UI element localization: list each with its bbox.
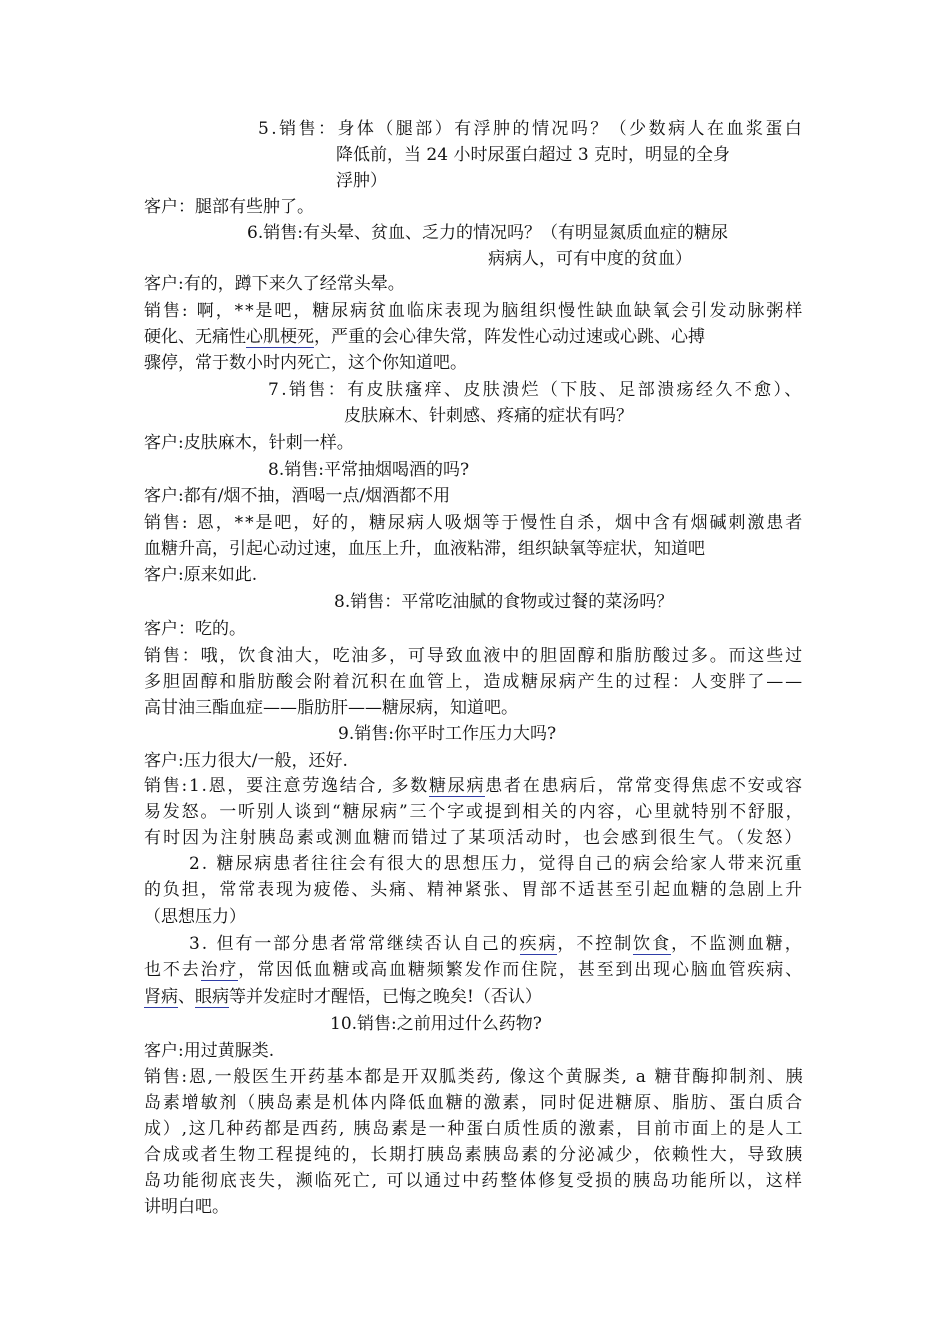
text-segment: 客户:压力很大/一般，还好. — [144, 751, 348, 771]
text-segment: 6.销售:有头晕、贫血、乏力的情况吗？（有明显氮质血症的糖尿 — [247, 223, 728, 243]
text-line — [268, 379, 804, 403]
text-segment: 皮肤麻木、针刺感、疼痛的症状有吗？ — [344, 406, 633, 426]
text-line — [144, 1196, 229, 1220]
text-line — [144, 485, 450, 509]
text-line — [144, 986, 542, 1010]
text-segment: 的负担，常常表现为疲倦、头痛、精神紧张、胃部不适甚至引起血糖的急剧上升 — [144, 880, 804, 900]
text-segment: 等并发症时才醒悟，已悔之晚矣!（否认） — [229, 987, 542, 1007]
underlined-term: 饮食 — [633, 934, 672, 954]
text-line — [144, 618, 246, 642]
text-line — [344, 405, 633, 429]
text-segment: 浮肿） — [336, 171, 387, 191]
text-line — [488, 248, 692, 272]
text-line — [144, 1144, 804, 1168]
text-line — [144, 512, 804, 536]
text-line — [247, 222, 728, 246]
text-segment: 岛素增敏剂（胰岛素是机体内降低血糖的激素，同时促进糖原、脂肪、蛋白质合 — [144, 1093, 804, 1113]
text-segment: 病病人，可有中度的贫血） — [488, 249, 692, 269]
text-segment: 患者在患病后，常常变得焦虑不安或容 — [485, 776, 804, 796]
text-segment: 客户：吃的。 — [144, 619, 246, 639]
text-line — [144, 1118, 804, 1142]
text-segment: 硬化、无痛性 — [144, 327, 246, 347]
text-line — [144, 300, 804, 324]
underlined-term: 糖尿病 — [429, 776, 486, 796]
text-segment: 成）,这几种药都是西药, 胰岛素是一种蛋白质性质的激素，目前市面上的是人工 — [144, 1119, 805, 1139]
text-line — [144, 959, 804, 983]
text-segment: 9.销售:你平时工作压力大吗? — [338, 724, 557, 744]
text-segment: ，不监测血糖， — [671, 934, 804, 954]
text-line — [144, 775, 804, 799]
text-segment: 5.销售：身体（腿部）有浮肿的情况吗？（少数病人在血浆蛋白 — [258, 119, 805, 139]
text-segment: 客户:原来如此. — [144, 565, 258, 585]
text-line — [144, 1092, 804, 1116]
text-segment: 8.销售:平常抽烟喝酒的吗? — [268, 460, 470, 480]
text-line — [144, 352, 467, 376]
text-segment: 多胆固醇和脂肪酸会附着沉积在血管上，造成糖尿病产生的过程：人变胖了—— — [144, 672, 804, 692]
text-segment: 客户:有的，蹲下来久了经常头晕。 — [144, 274, 405, 294]
text-segment: 降低前，当 24 小时尿蛋白超过 3 克时，明显的全身 — [336, 145, 731, 165]
text-segment: 血糖升高，引起心动过速，血压上升，血液粘滞，组织缺氧等症状，知道吧 — [144, 539, 705, 559]
text-segment: 7.销售：有皮肤瘙痒、皮肤溃烂（下肢、足部溃疡经久不愈）、 — [268, 380, 804, 400]
text-segment: 销售:恩,一般医生开药基本都是开双胍类药, 像这个黄脲类, a 糖苷酶抑制剂、胰 — [144, 1067, 805, 1087]
text-segment: 3. 但有一部分患者常常继续否认自己的 — [189, 934, 520, 954]
text-line — [189, 933, 804, 957]
text-segment: 岛功能彻底丧失，濒临死亡, 可以通过中药整体修复受损的胰岛功能所以，这样 — [144, 1171, 804, 1191]
text-segment: 讲明白吧。 — [144, 1197, 229, 1217]
underlined-term: 眼病 — [195, 987, 229, 1007]
text-segment: 销售: 恩，**是吧，好的，糖尿病人吸烟等于慢性自杀，烟中含有烟碱刺激患者 — [144, 513, 805, 533]
underlined-term: 肾病 — [144, 987, 178, 1007]
underlined-term: 疾病 — [519, 934, 558, 954]
text-line — [144, 1066, 804, 1090]
text-line — [144, 645, 804, 669]
text-line — [144, 750, 348, 774]
text-segment: 易发怒。一听别人谈到“糖尿病”三个字或提到相关的内容，心里就特别不舒服， — [144, 802, 805, 822]
text-segment: 客户:都有/烟不抽，酒喝一点/烟酒都不用 — [144, 486, 451, 506]
text-segment: ，不控制 — [557, 934, 634, 954]
text-line — [144, 564, 257, 588]
text-line — [144, 879, 804, 903]
text-segment: 合成或者生物工程提纯的，长期打胰岛素胰岛素的分泌减少，依赖性大，导致胰 — [144, 1145, 804, 1165]
text-segment: 骤停，常于数小时内死亡，这个你知道吧。 — [144, 353, 467, 373]
text-segment: 销售：哦，饮食油大，吃油多，可导致血液中的胆固醇和脂肪酸过多。而这些过 — [144, 646, 804, 666]
text-segment: 高甘油三酯血症——脂肪肝——糖尿病，知道吧。 — [144, 698, 518, 718]
text-segment: 客户：腿部有些肿了。 — [144, 197, 314, 217]
text-line — [144, 196, 314, 220]
text-line — [336, 144, 730, 168]
text-segment: 客户:皮肤麻木，针刺一样。 — [144, 433, 354, 453]
text-line — [144, 1170, 804, 1194]
text-line — [144, 697, 518, 721]
text-segment: （思想压力） — [144, 907, 246, 927]
text-segment: 也不去 — [144, 960, 201, 980]
text-segment: 、 — [178, 987, 195, 1007]
underlined-term: 心肌梗死 — [246, 327, 314, 347]
text-line — [144, 326, 705, 350]
text-segment: 客户:用过黄脲类. — [144, 1041, 275, 1061]
text-segment: 销售:1.恩，要注意劳逸结合, 多数 — [144, 776, 430, 796]
text-segment: 2. 糖尿病患者往往会有很大的思想压力，觉得自己的病会给家人带来沉重 — [189, 854, 804, 874]
text-line — [144, 671, 804, 695]
text-line — [144, 801, 804, 825]
text-line — [338, 723, 556, 747]
text-segment: ，严重的会心律失常，阵发性心动过速或心跳、心搏 — [314, 327, 705, 347]
text-line — [144, 273, 405, 297]
text-line — [268, 459, 469, 483]
text-segment: 有时因为注射胰岛素或测血糖而错过了某项活动时，也会感到很生气。（发怒） — [144, 828, 804, 848]
text-segment: 8.销售：平常吃油腻的食物或过餐的菜汤吗？ — [334, 592, 674, 612]
text-segment: ，常因低血糖或高血糖频繁发作而住院，甚至到出现心脑血管疾病、 — [238, 960, 805, 980]
text-segment: 10.销售:之前用过什么药物? — [330, 1014, 542, 1034]
text-segment: 销售: 啊，**是吧，糖尿病贫血临床表现为脑组织慢性缺血缺氧会引发动脉粥样 — [144, 301, 805, 321]
text-line — [336, 170, 387, 194]
text-line — [330, 1013, 542, 1037]
text-line — [144, 906, 246, 930]
text-line — [144, 432, 354, 456]
text-line — [144, 538, 705, 562]
text-line — [144, 827, 804, 851]
underlined-term: 治疗 — [200, 960, 239, 980]
text-line — [189, 853, 804, 877]
text-line — [334, 591, 673, 615]
text-line — [144, 1040, 274, 1064]
text-line — [258, 118, 804, 142]
